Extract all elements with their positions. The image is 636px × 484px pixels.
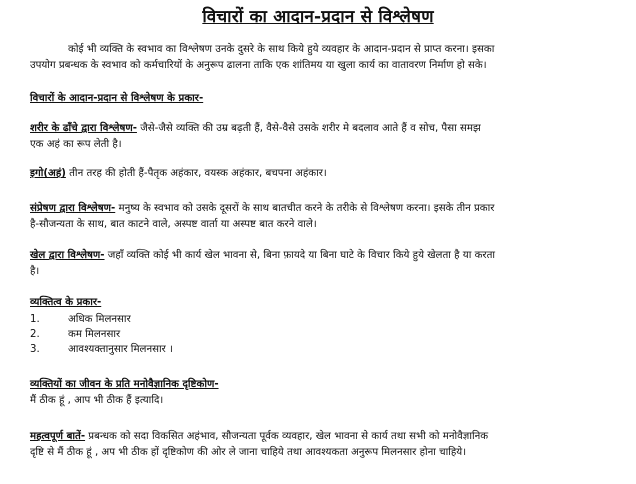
list-item-text: आवश्यक्तानुसार मिलनसार ।	[68, 344, 173, 355]
communication-label: संप्रेषण द्वारा विश्लेषण-	[30, 203, 116, 214]
important-line-2: दृष्टि से मैं ठीक हूं , अप भी ठीक हों दृष्टिकोण की ओर ले जाना चाहिये तथा आवश्यकता अनुरूप मिलनसार होना चाहिये।	[30, 447, 467, 458]
attitude-text: मैं ठीक हूं , आप भी ठीक हैं इत्यादि।	[30, 395, 164, 406]
communication-line-1	[30, 201, 626, 217]
important-label: महत्वपूर्ण बातें-	[30, 431, 86, 442]
list-item-number: 1.	[30, 314, 40, 325]
intro-line-1: कोई भी व्यक्ति के स्वभाव का विश्लेषण उनके दुसरे के साथ किये हुये व्यवहार के आदान-प्रदान से प्राप्त करना। इसका	[68, 44, 495, 55]
page-title: विचारों का आदान-प्रदान से विश्लेषण	[202, 7, 434, 27]
important-line-1	[30, 429, 626, 445]
intro-line-2: उपयोग प्रबन्धक के स्वभाव को कर्मचारियों के अनुरूप ढालना ताकि एक शांतिमय या खुला कार्य का वातावरण निर्माण हो सके।	[30, 60, 487, 71]
game-label: खेल द्वारा विश्लेषण-	[30, 250, 105, 261]
types-heading-block	[30, 91, 626, 107]
types-heading: विचारों के आदान-प्रदान से विश्लेषण के प्रकार-	[30, 93, 204, 104]
ego-label: इगो(अहं)	[30, 168, 66, 179]
list-item	[30, 327, 450, 342]
personality-heading: व्यक्तित्व के प्रकार-	[30, 297, 102, 308]
list-item-number: 2.	[30, 329, 40, 340]
list-item-number: 3.	[30, 344, 40, 355]
body-analysis-label: शरीर के ढाँचे द्वारा विश्लेषण-	[30, 123, 137, 134]
personality-list	[30, 312, 450, 357]
list-item-text: कम मिलनसार	[68, 329, 121, 340]
body-analysis-paragraph	[30, 121, 626, 153]
important-paragraph	[30, 429, 626, 461]
body-analysis-line-1	[30, 121, 626, 137]
important-text-1: प्रबन्धक को सदा विकसित अहंभाव, सौजन्यता पूर्वक व्यवहार, खेल भावना से कार्य तथा सभी को मनोवैज्ञानिक	[85, 431, 489, 442]
communication-text-1: मनुष्य के स्वभाव को उसके दूसरों के साथ बातचीत करने के तरीके से विश्लेषण करना। इसके तीन प्रकार	[115, 203, 495, 214]
ego-text: तीन तरह की होती हैं-पैतृक अहंकार, वयस्क अहंकार, बचपना अहंकार।	[65, 168, 327, 179]
list-item	[30, 342, 450, 357]
intro-paragraph	[30, 42, 626, 74]
ego-paragraph	[30, 166, 626, 182]
body-analysis-text-1: जैसे-जैसे व्यक्ति की उम्र बढ़ती हैं, वैसे-वैसे उसके शरीर मे बदलाव आते हैं व सोच, पैसा समझ	[136, 123, 481, 134]
ego-line	[30, 166, 626, 182]
game-line-2: है।	[30, 266, 40, 277]
attitude-heading: व्यक्तियों का जीवन के प्रति मनोवैज्ञानिक दृष्टिकोण-	[30, 379, 219, 390]
body-analysis-line-2: एक अहं का रूप लेती है।	[30, 139, 122, 150]
game-paragraph	[30, 248, 626, 280]
game-text-1: जहाँ व्यक्ति कोई भी कार्य खेल भावना से, बिना फ़ायदे या बिना घाटे के विचार किये हुये खेलता है या करता	[104, 250, 496, 261]
list-item-text: अधिक मिलनसार	[68, 314, 131, 325]
game-line-1	[30, 248, 626, 264]
communication-line-2: है-सौजन्यता के साथ, बात काटने वाले, अस्पष्ट वार्ता या अस्पष्ट बात करने वाले।	[30, 219, 317, 230]
list-item	[30, 312, 450, 327]
communication-paragraph	[30, 201, 626, 233]
personality-heading-block	[30, 295, 626, 311]
attitude-paragraph	[30, 377, 626, 409]
